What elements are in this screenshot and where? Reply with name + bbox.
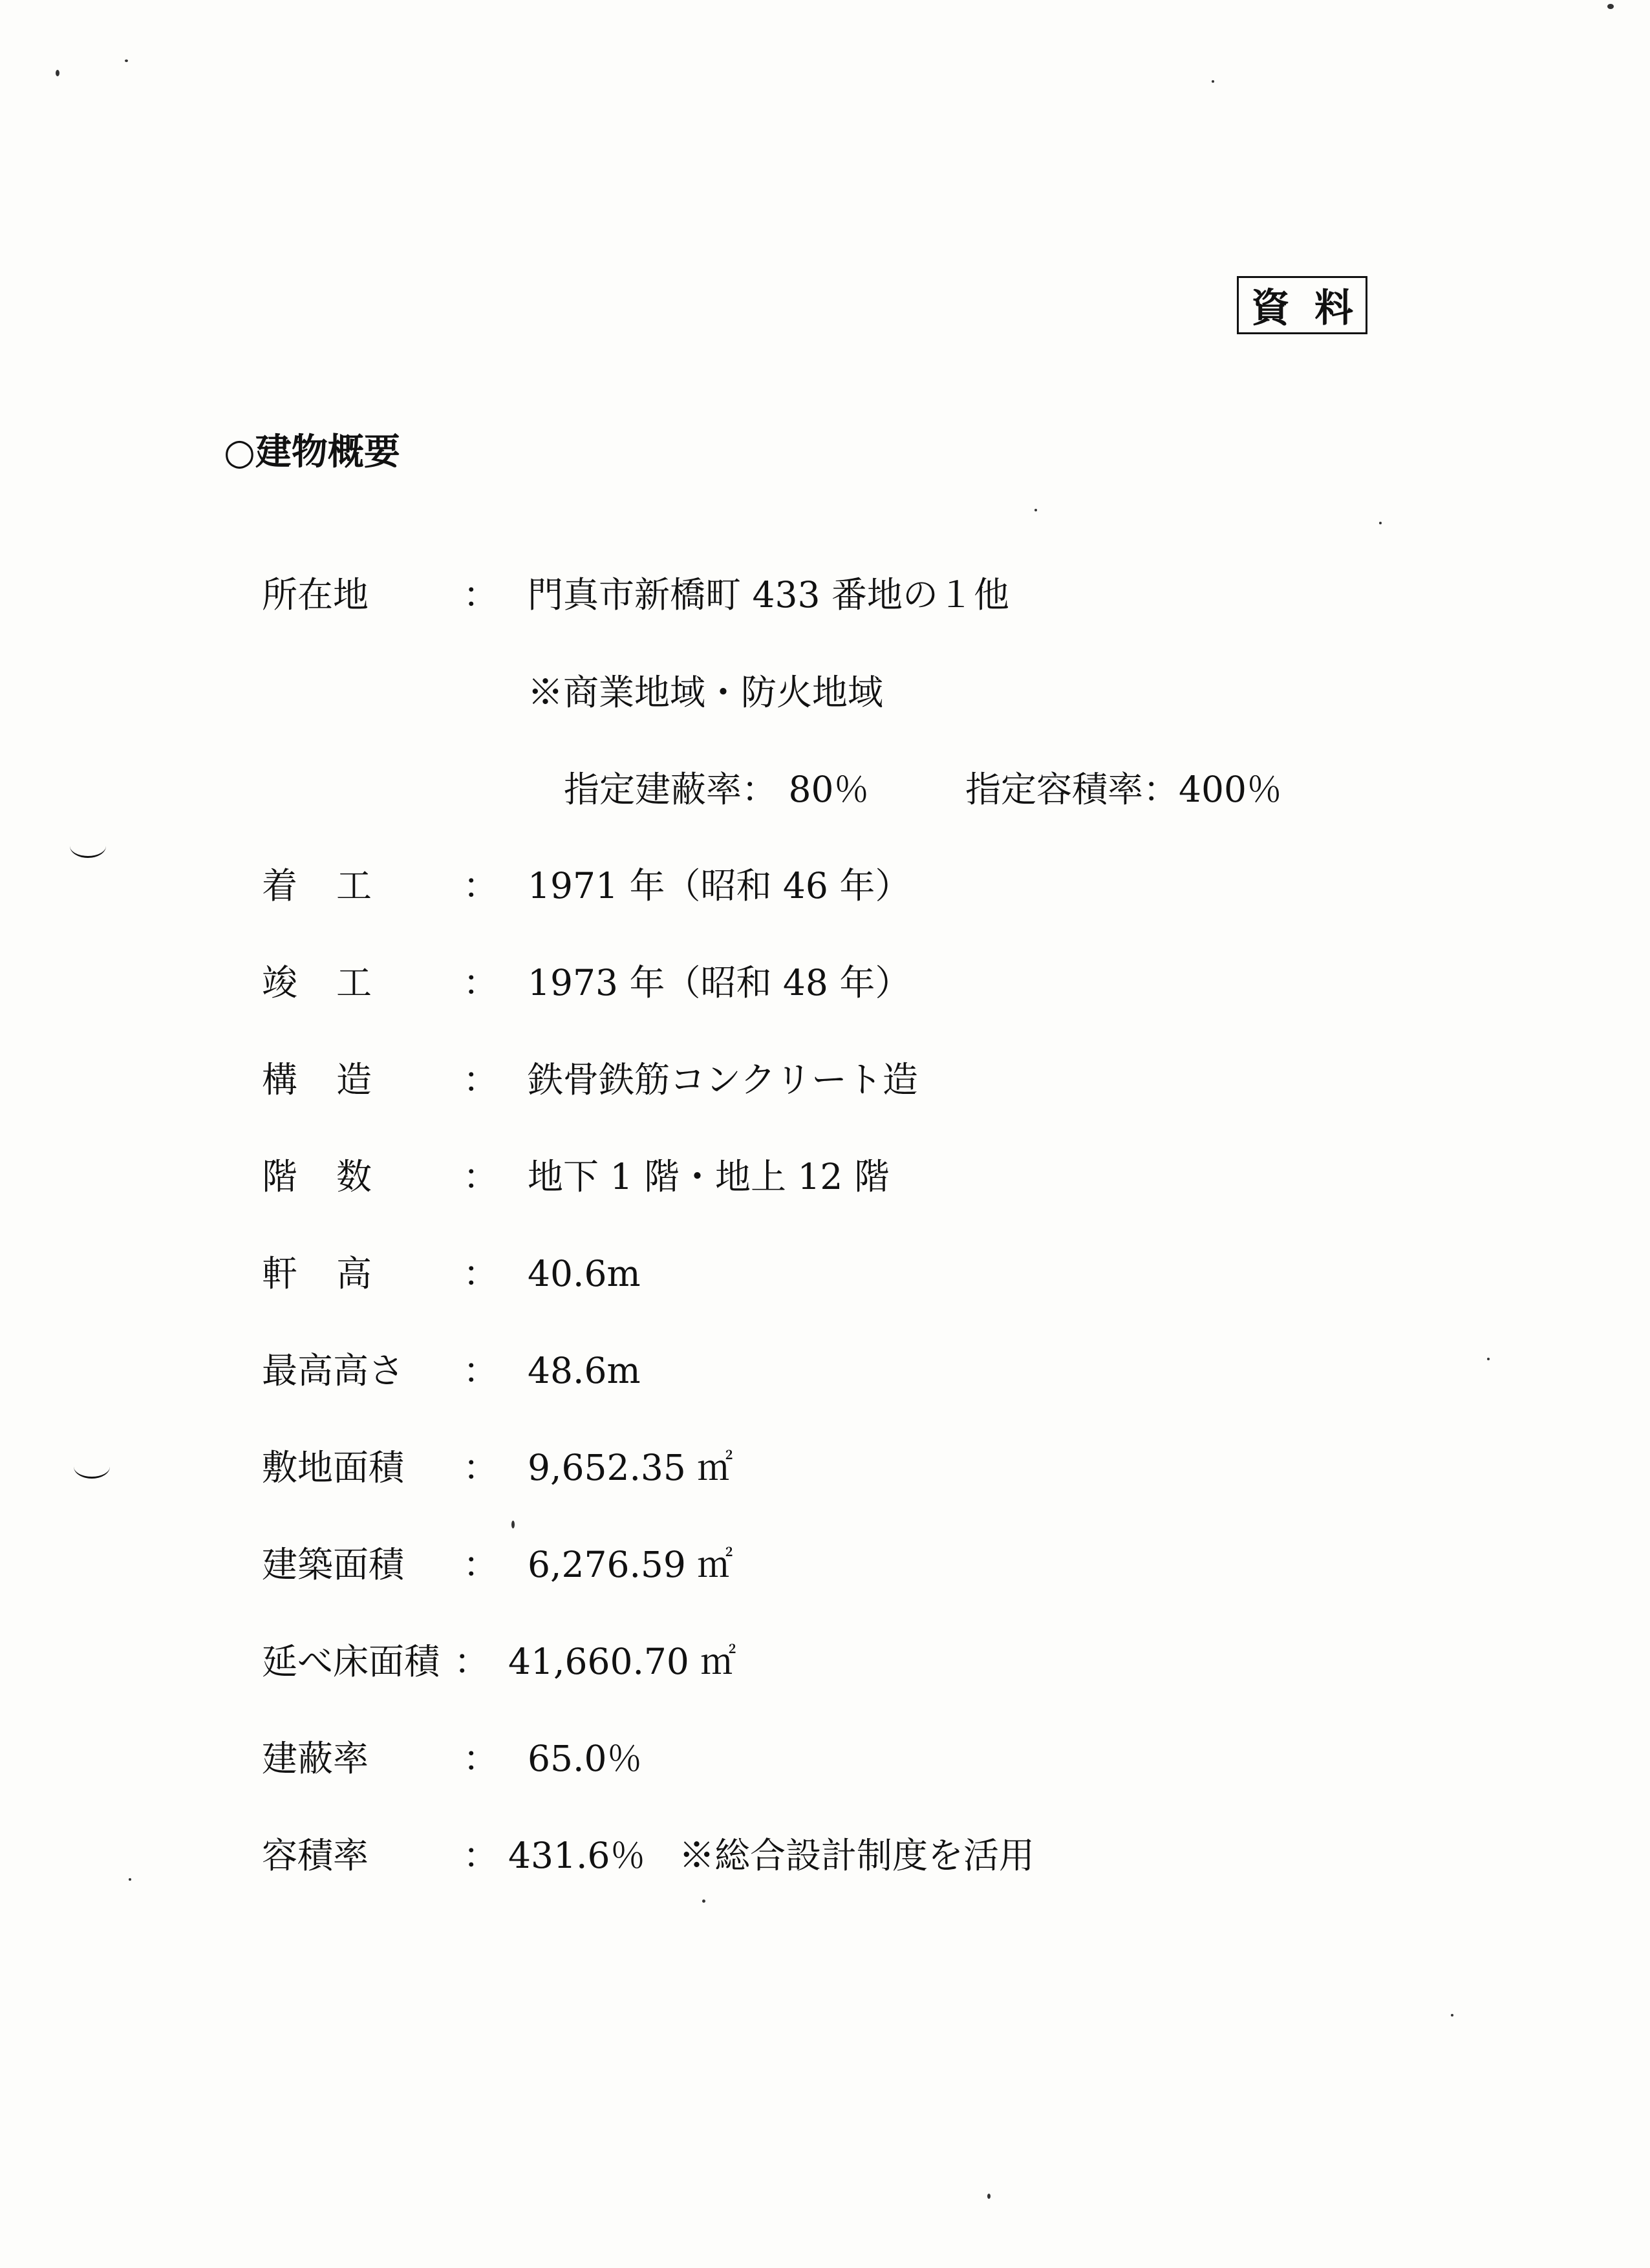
row-value: 6,276.59 ㎡ xyxy=(528,1544,733,1585)
row-label: 所在地 xyxy=(262,574,369,615)
designated-floor-area-ratio: 指定容積率：400％ xyxy=(965,769,1282,810)
scan-speck xyxy=(1451,2014,1453,2017)
row-label: 階数 xyxy=(262,1156,411,1197)
row-colon: ： xyxy=(463,962,499,1003)
scan-speck xyxy=(1487,1358,1490,1360)
row-colon: ： xyxy=(463,1156,499,1197)
row-label: 延べ床面積 xyxy=(262,1641,440,1682)
row-value: 41,660.70 ㎡ xyxy=(508,1641,736,1682)
row-value: 48.6m xyxy=(528,1350,641,1391)
document-badge: 資料 xyxy=(1237,276,1367,334)
scan-speck xyxy=(1607,4,1614,9)
scan-speck xyxy=(1034,509,1037,511)
row-value: 1973 年（昭和 48 年） xyxy=(528,962,911,1003)
scan-speck xyxy=(129,1878,131,1881)
row-colon: ： xyxy=(454,1641,490,1682)
row-colon: ： xyxy=(463,574,499,615)
row-label: 着工 xyxy=(262,865,411,906)
row-label: 建蔽率 xyxy=(262,1738,369,1779)
scan-speck xyxy=(511,1521,515,1528)
scan-speck xyxy=(987,2194,991,2199)
location-zoning-note: ※商業地域・防火地域 xyxy=(528,672,884,713)
section-heading: ○建物概要 xyxy=(224,431,400,473)
row-label: 容積率 xyxy=(262,1835,369,1876)
scan-speck xyxy=(56,70,59,76)
row-value: 65.0％ xyxy=(528,1738,643,1779)
designated-coverage-ratio: 指定建蔽率： 80％ xyxy=(564,769,870,810)
row-label: 最高高さ xyxy=(262,1350,405,1391)
row-label: 軒高 xyxy=(262,1253,411,1294)
row-label: 構造 xyxy=(262,1059,411,1100)
row-colon: ： xyxy=(463,1253,499,1294)
row-value: 鉄骨鉄筋コンクリート造 xyxy=(528,1059,918,1100)
row-value: 門真市新橋町 433 番地の１他 xyxy=(528,574,1009,615)
row-colon: ： xyxy=(463,1544,499,1585)
scan-speck xyxy=(702,1899,705,1903)
scan-speck xyxy=(1212,80,1214,83)
row-value: 431.6％ xyxy=(508,1835,646,1876)
row-colon: ： xyxy=(463,1447,499,1488)
row-label: 敷地面積 xyxy=(262,1447,405,1488)
scan-mark xyxy=(70,834,106,858)
row-value: 9,652.35 ㎡ xyxy=(528,1447,733,1488)
row-value: 1971 年（昭和 46 年） xyxy=(528,865,911,906)
floor-area-ratio-note: ※総合設計制度を活用 xyxy=(679,1835,1035,1876)
row-colon: ： xyxy=(463,1350,499,1391)
row-label: 建築面積 xyxy=(262,1544,405,1585)
row-colon: ： xyxy=(463,1059,499,1100)
row-value: 40.6m xyxy=(528,1253,641,1294)
row-label: 竣工 xyxy=(262,962,411,1003)
scan-speck xyxy=(1379,522,1382,524)
row-colon: ： xyxy=(463,865,499,906)
scan-speck xyxy=(125,59,128,62)
row-value: 地下 1 階・地上 12 階 xyxy=(528,1156,890,1197)
scan-mark xyxy=(74,1455,110,1479)
row-colon: ： xyxy=(463,1738,499,1779)
row-colon: ： xyxy=(463,1835,499,1876)
